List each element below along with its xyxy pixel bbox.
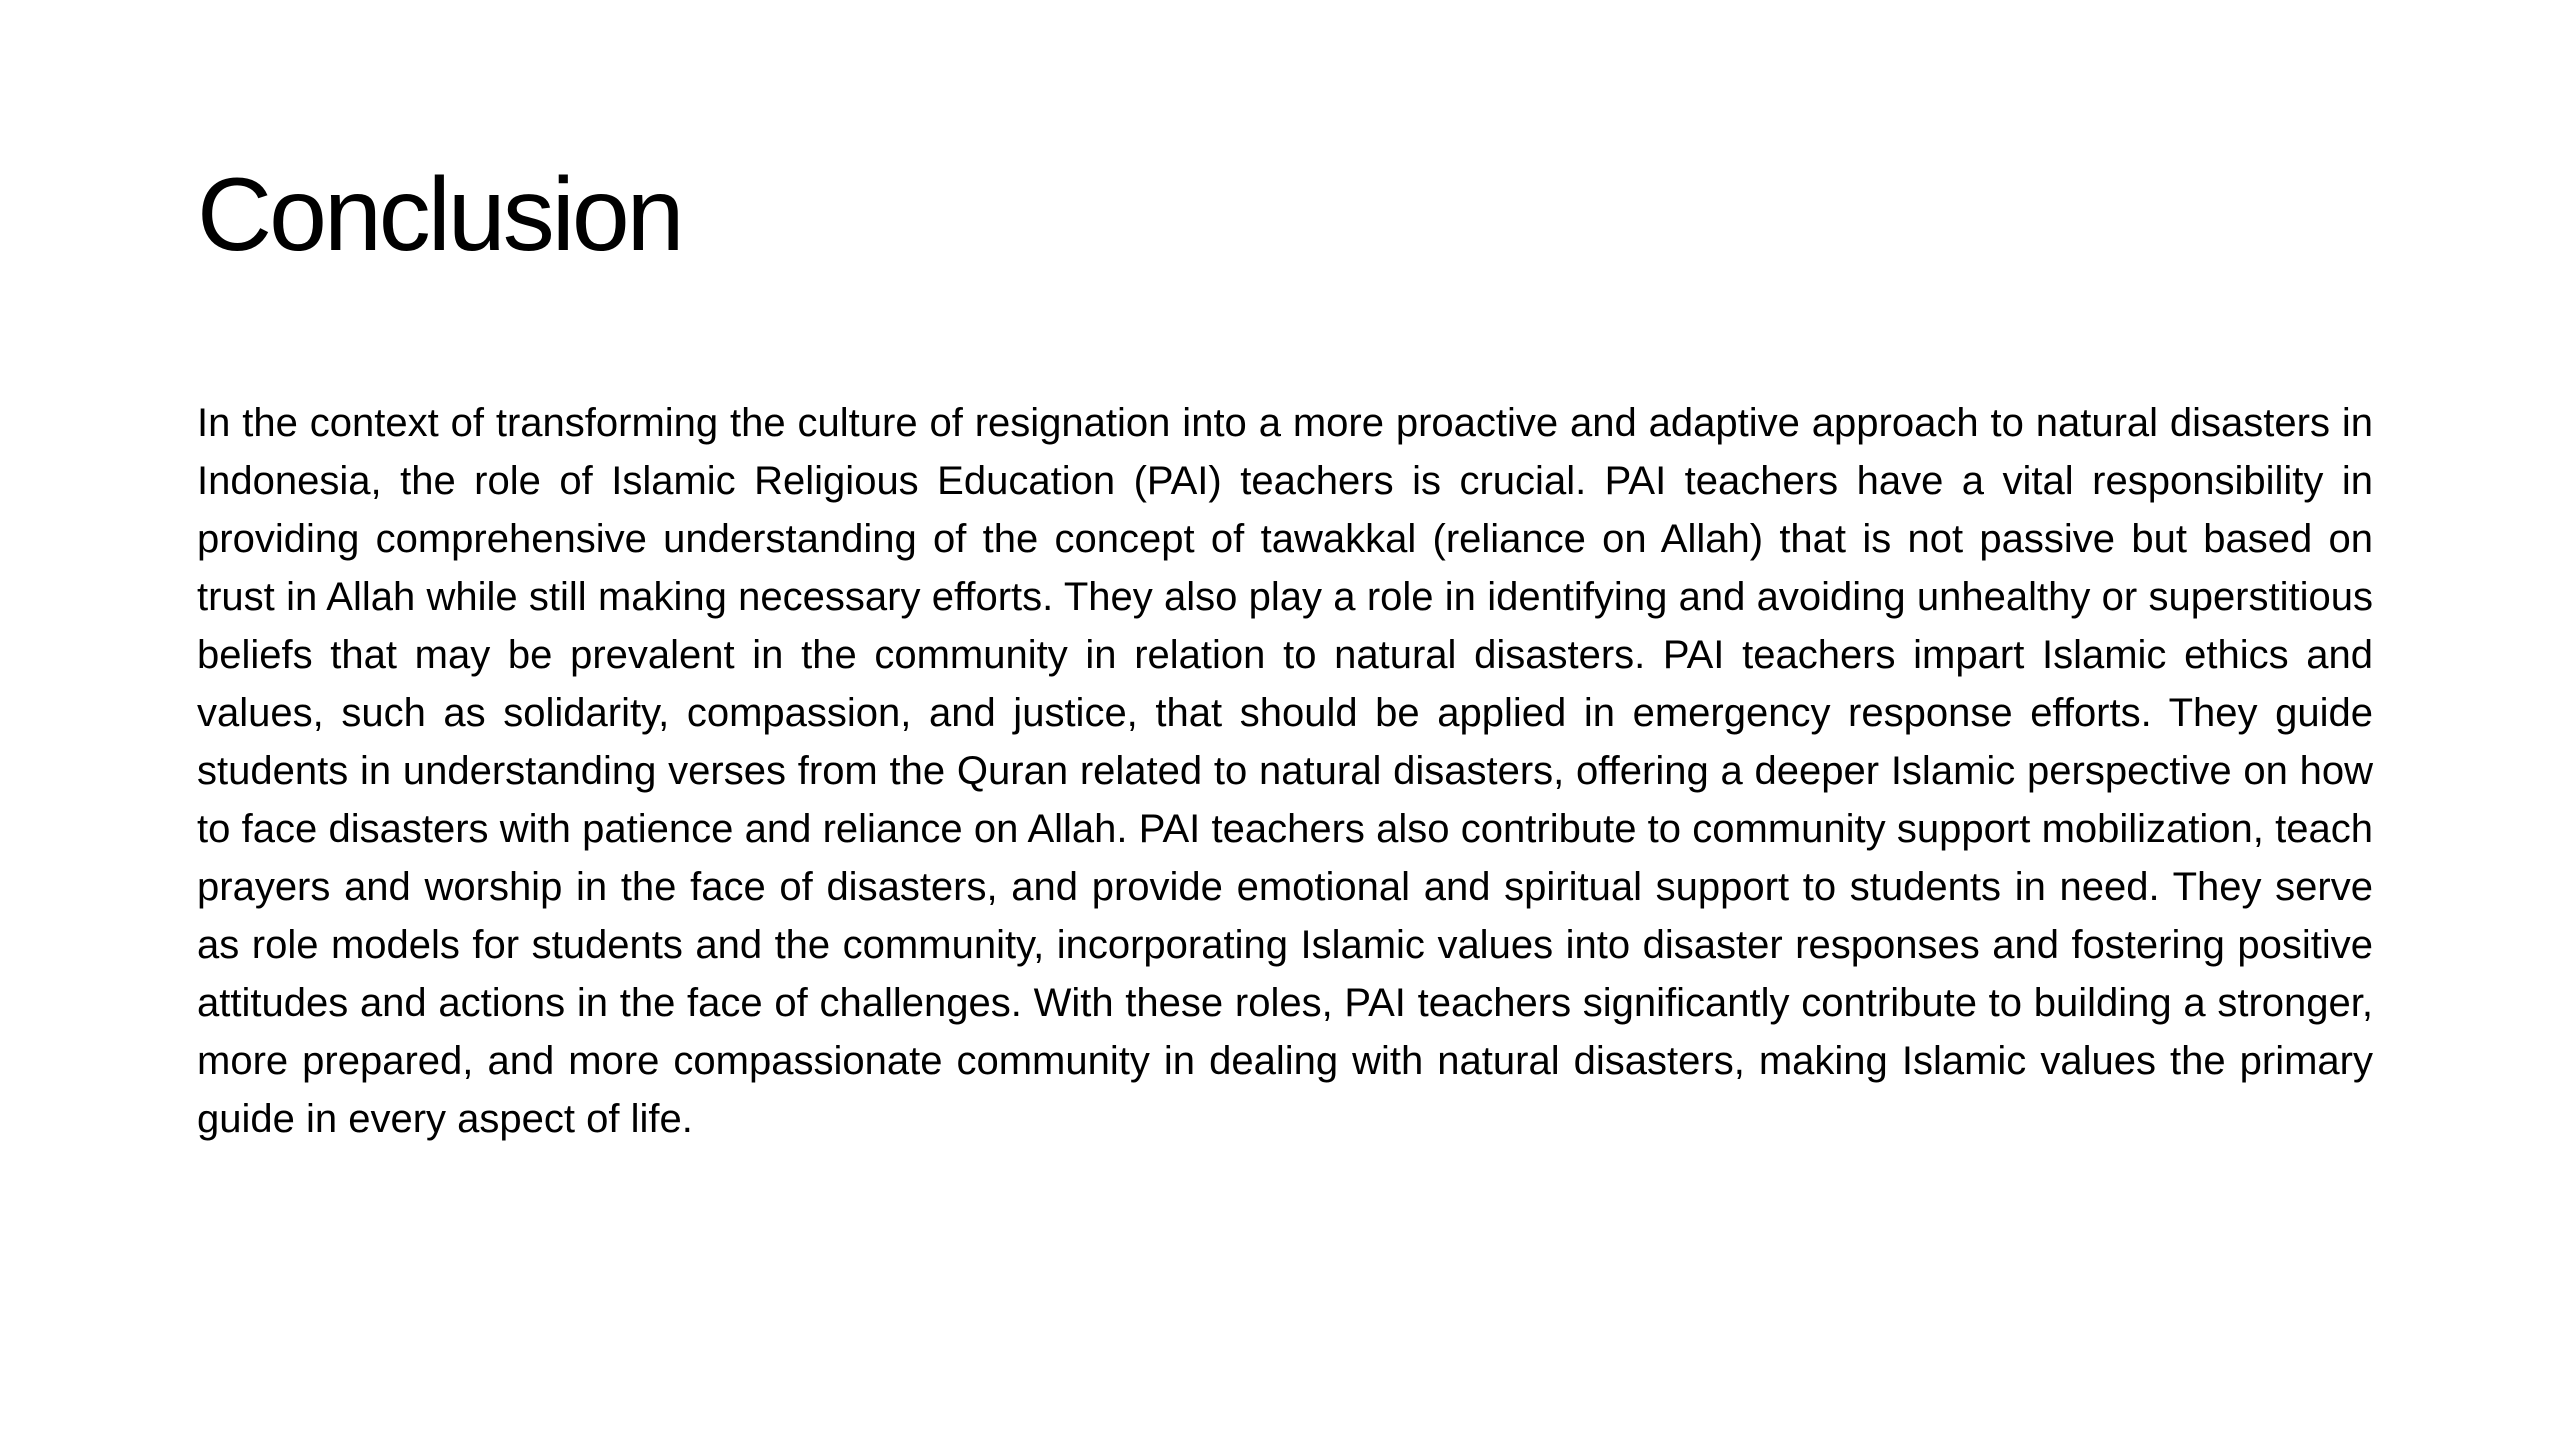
slide-body-text: In the context of transforming the culture of resignation into a more proactive and adaptive approach to natural disasters in Indonesia, the role of Islamic Religious Education (PAI) teachers is crucial. PAI teachers have a vital responsibility in providing comprehensive understanding of the concept of tawakkal (reliance on Allah) that is not passive but based on trust in Allah while still making necessary efforts. They also play a role in identifying and avoiding unhealthy or superstitious beliefs that may be prevalent in the community in relation to natural disasters. PAI teachers impart Islamic ethics and values, such as solidarity, compassion, and justice, that should be applied in emergency response efforts. They guide students in understanding verses from the Quran related to natural disasters, offering a deeper Islamic perspective on how to face disasters with patience and reliance on Allah. PAI teachers also contribute to community support mobilization, teach prayers and worship in the face of disasters, and provide emotional and spiritual support to students in need. They serve as role models for students and the community, incorporating Islamic values into disaster responses and fostering positive attitudes and actions in the face of challenges. With these roles, PAI teachers significantly contribute to building a stronger, more prepared, and more compassionate community in dealing with natural disasters, making Islamic values the primary guide in every aspect of life. (197, 401, 2373, 1141)
slide-title: Conclusion (197, 157, 682, 273)
